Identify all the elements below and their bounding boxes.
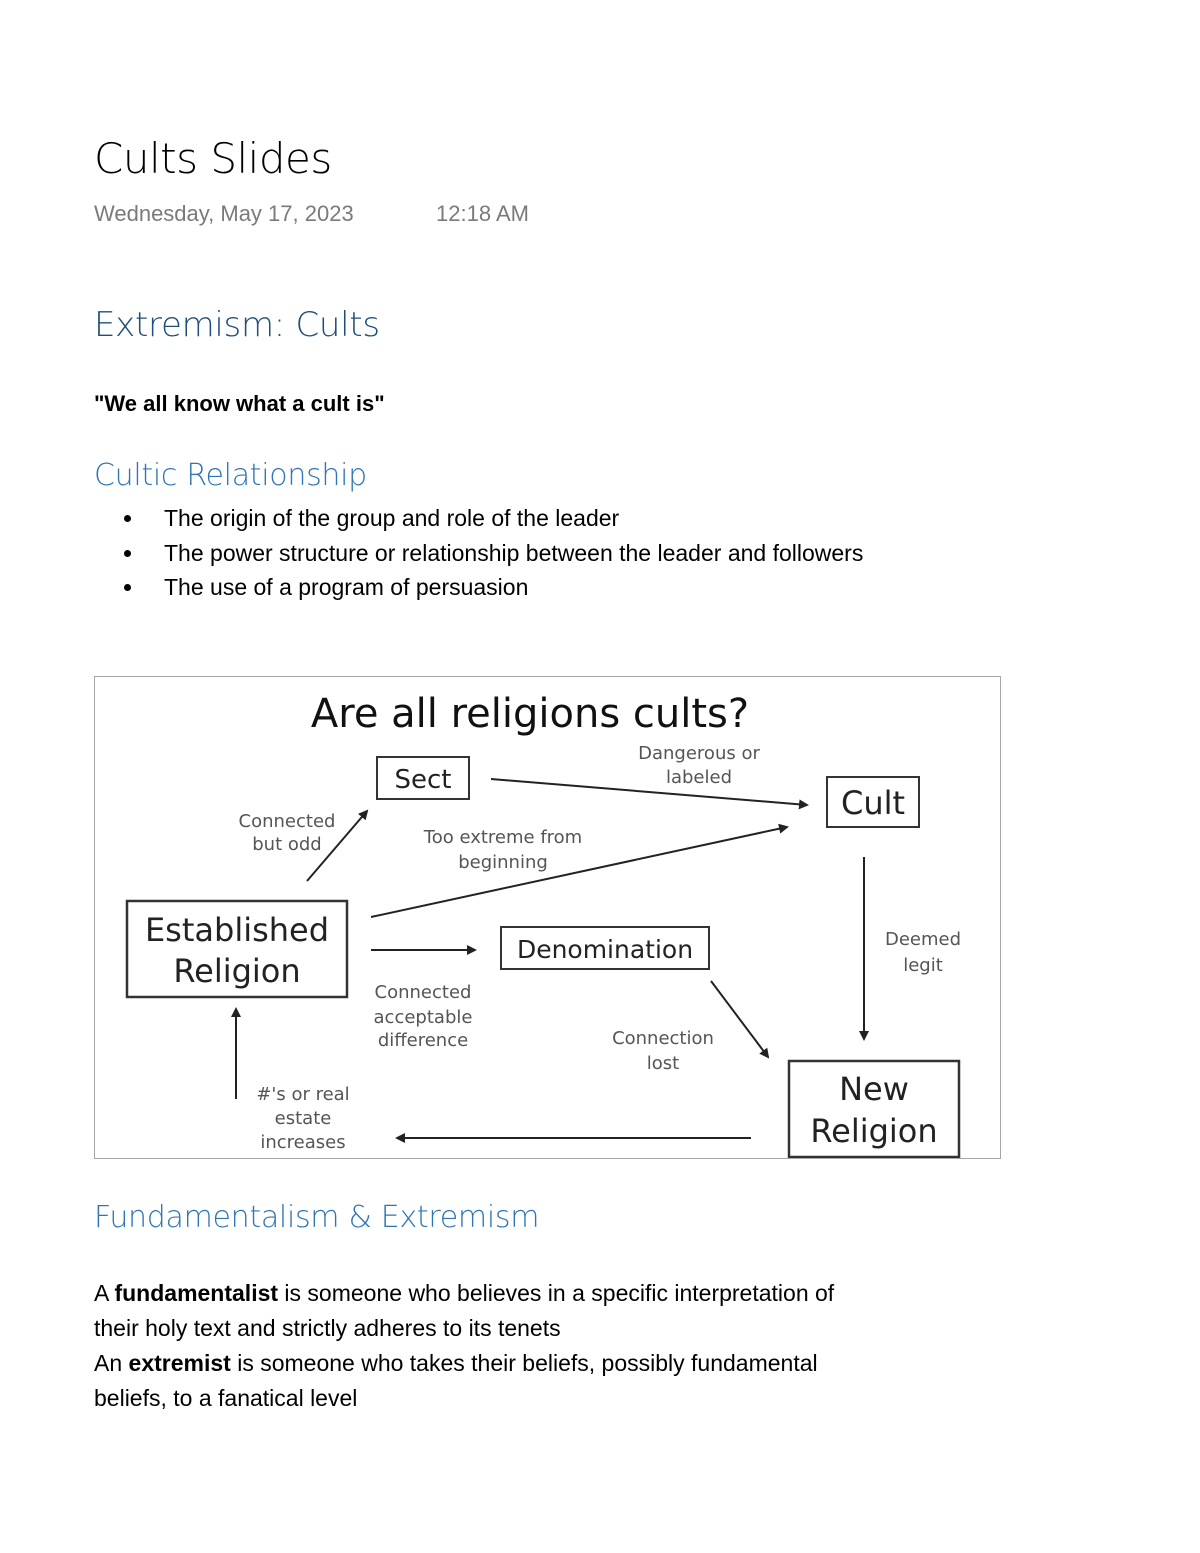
svg-text:Religion: Religion [173, 952, 301, 990]
religions-cults-diagram [94, 676, 1001, 1159]
label-acceptable: Connected [374, 982, 472, 1003]
page-title: Cults Slides [94, 134, 332, 183]
svg-text:Denomination: Denomination [516, 935, 694, 964]
node-new-religion [789, 1061, 959, 1157]
node-sect [377, 757, 469, 799]
heading-fundamentalism-extremism: Fundamentalism & Extremism [94, 1200, 540, 1235]
label-connected-odd: but odd [252, 834, 322, 855]
label-too-extreme: beginning [458, 852, 548, 873]
cultic-relationship-list [94, 503, 863, 607]
label-connected-odd: Connected [238, 811, 336, 832]
heading-extremism-cults: Extremism: Cults [94, 305, 380, 345]
label-connection-lost: lost [646, 1053, 680, 1074]
diagram-title: Are all religions cults? [310, 691, 750, 737]
node-cult [827, 777, 919, 827]
list-item: The power structure or relationship between the leader and followers [94, 538, 863, 573]
label-increases: #'s or real [256, 1084, 350, 1105]
label-deemed-legit: Deemed [884, 929, 962, 950]
node-established-religion [127, 901, 347, 997]
paragraph-fundamentalist: A fundamentalist is someone who believes in a specific interpretation of their holy text and strictly adheres to its tenets [94, 1280, 835, 1341]
page-date: Wednesday, May 17, 2023 [94, 201, 354, 226]
arrow-sect-to-cult [491, 779, 807, 805]
arrow-denomination-to-new-religion [711, 981, 768, 1057]
term-extremist: extremist [128, 1350, 231, 1376]
svg-text:Established: Established [144, 911, 330, 949]
label-deemed-legit: legit [903, 955, 943, 976]
label-dangerous: labeled [665, 767, 733, 788]
page-time: 12:18 AM [436, 201, 529, 226]
label-acceptable: acceptable [373, 1007, 473, 1028]
svg-text:Religion: Religion [810, 1112, 938, 1150]
label-acceptable: difference [377, 1030, 469, 1051]
heading-cultic-relationship: Cultic Relationship [94, 458, 367, 493]
label-increases: increases [260, 1132, 346, 1153]
label-increases: estate [274, 1108, 332, 1129]
term-fundamentalist: fundamentalist [114, 1280, 279, 1306]
label-dangerous: Dangerous or [638, 743, 760, 764]
list-item: The use of a program of persuasion [94, 572, 863, 607]
cult-quote: "We all know what a cult is" [94, 391, 385, 416]
node-denomination [501, 927, 709, 969]
label-too-extreme: Too extreme from [423, 827, 583, 848]
paragraph-extremist: An extremist is someone who takes their beliefs, possibly fundamental beliefs, to a fanatical level [94, 1350, 818, 1411]
label-connection-lost: Connection [612, 1028, 714, 1049]
list-item: The origin of the group and role of the leader [94, 503, 863, 538]
svg-text:Cult: Cult [840, 784, 906, 822]
svg-text:Sect: Sect [394, 765, 452, 795]
svg-text:New: New [839, 1070, 909, 1108]
